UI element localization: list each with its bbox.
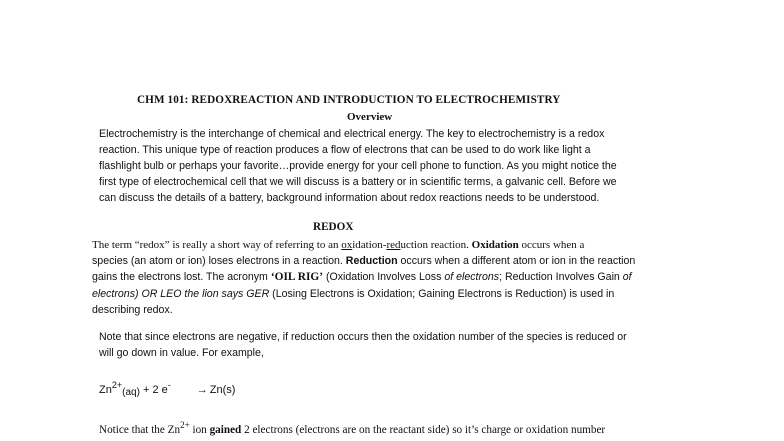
redox-line-4: [92, 287, 614, 301]
notice-line: [99, 420, 606, 437]
redox-line-2: [92, 254, 635, 268]
overview-line-4: first type of electrochemical cell that we will discuss is a battery or in scientific terms, a galvanic cell. Before we: [99, 176, 617, 188]
reduction-equation: [99, 380, 236, 398]
eq-charge: 2+: [111, 380, 123, 390]
eq-plus-electrons: + 2 e: [139, 384, 168, 396]
text-run: uction reaction.: [400, 239, 472, 251]
text-run: 2 electrons (electrons are on the reactant side) so it’s charge or oxidation number: [241, 424, 606, 436]
overview-line-1: Electrochemistry is the interchange of chemical and electrical energy. The key to electrochemistry is a redox: [99, 128, 605, 140]
text-run-underlined: red: [386, 239, 401, 251]
eq-electron-charge: -: [167, 380, 171, 390]
overview-heading: Overview: [347, 111, 393, 123]
overview-line-2: reaction. This unique type of reaction produces a flow of electrons that can be used to do work like light a: [99, 144, 591, 156]
text-run: occurs when a: [518, 239, 585, 251]
eq-arrow: →: [196, 384, 208, 396]
text-run-italic: of electrons: [444, 271, 500, 283]
overview-line-5: can discuss the details of a battery, background information about redox reactions needs to be understood.: [99, 192, 600, 204]
term-gained: gained: [209, 424, 242, 436]
text-run-italic: electrons) OR LEO the lion says GER: [92, 288, 270, 300]
redox-line-1: [92, 238, 584, 252]
text-run-underlined: ox: [341, 239, 353, 251]
eq-product: Zn(s): [209, 384, 236, 396]
text-run: (Oxidation Involves Loss: [323, 271, 445, 283]
redox-line-3: [92, 270, 632, 284]
eq-species: Zn: [99, 384, 112, 396]
term-reduction: Reduction: [345, 255, 398, 267]
text-run: The term “redox” is really a short way of referring to an: [92, 239, 342, 251]
redox-line-5: describing redox.: [92, 304, 173, 316]
acronym-oil-rig: ‘OIL RIG’: [270, 271, 324, 283]
text-run: gains the electrons lost. The acronym: [92, 271, 271, 283]
eq-state: (aq): [122, 387, 140, 398]
document-title: CHM 101: REDOXREACTION AND INTRODUCTION TO ELECTROCHEMISTRY: [137, 94, 561, 106]
note-line-1: Note that since electrons are negative, if reduction occurs then the oxidation number of the species is reduced or: [99, 331, 627, 343]
text-run: (Losing Electrons is Oxidation; Gaining Electrons is Reduction) is used in: [269, 288, 615, 300]
text-run: ion: [189, 424, 210, 436]
overview-line-3: flashlight bulb or perhaps your favorite…provide energy for your cell phone to function. As you might notice the: [99, 160, 617, 172]
note-line-2: will go down in value. For example,: [99, 347, 264, 359]
text-run: ; Reduction Involves Gain: [499, 271, 623, 283]
text-run: species (an atom or ion) loses electrons in a reaction.: [92, 255, 346, 267]
text-run: Notice that the Zn: [99, 424, 181, 436]
term-oxidation: Oxidation: [471, 239, 519, 251]
ion-charge: 2+: [180, 420, 190, 430]
text-run-italic: of: [622, 271, 632, 283]
text-run: idation-: [352, 239, 387, 251]
text-run: occurs when a different atom or ion in the reaction: [397, 255, 636, 267]
redox-heading: REDOX: [313, 221, 354, 233]
